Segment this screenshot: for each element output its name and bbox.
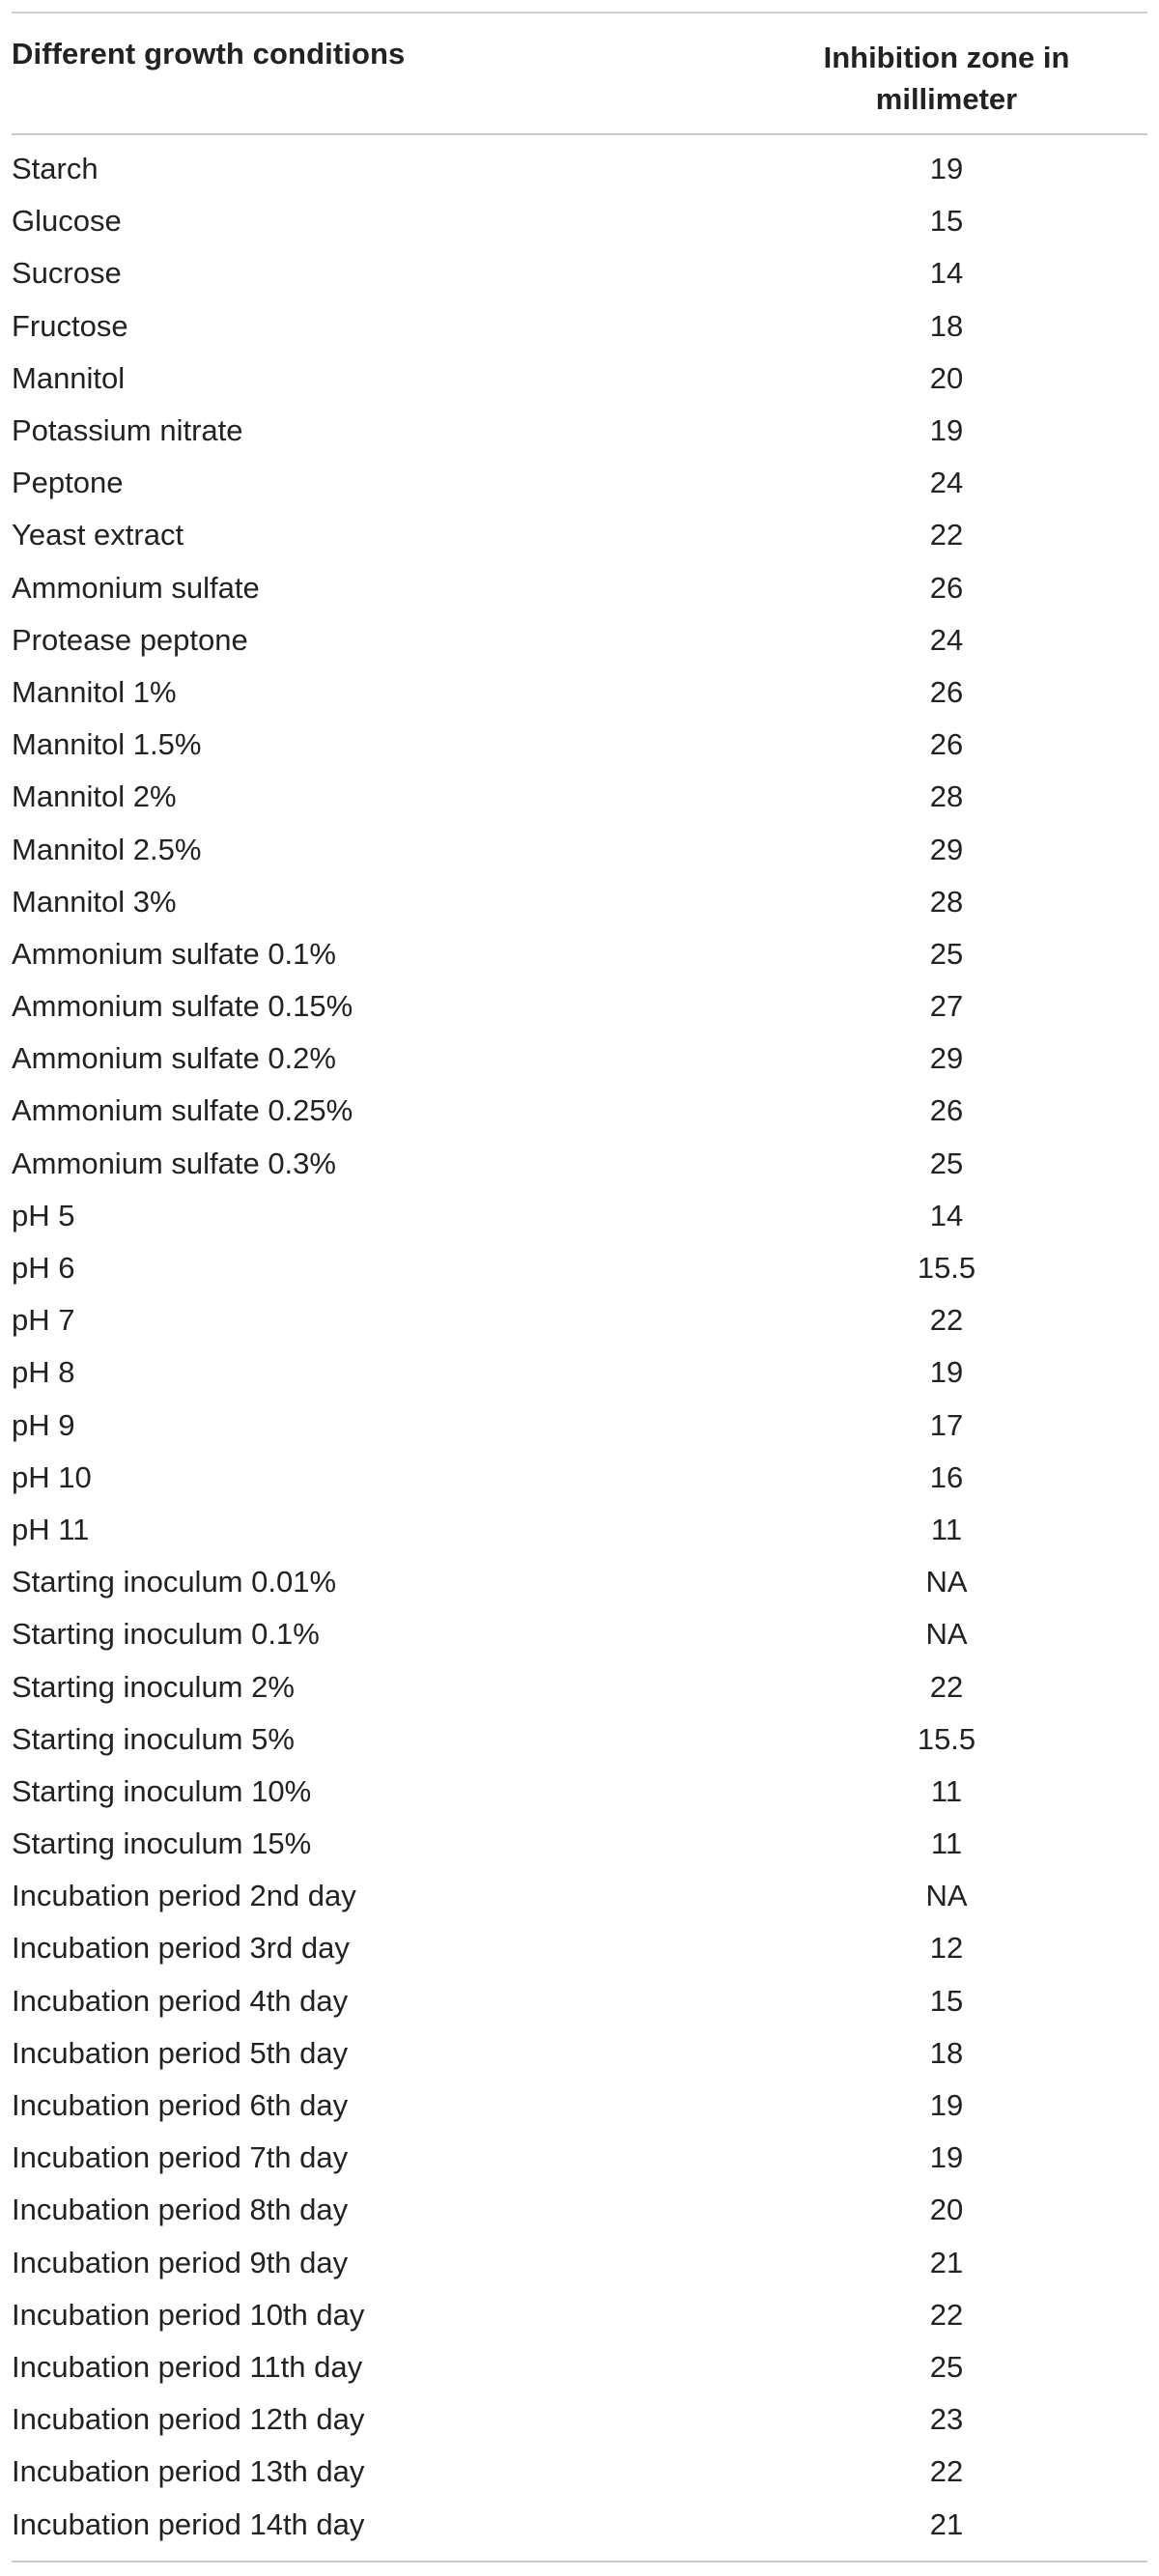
cell-inhibition-zone: 28 [929, 884, 964, 919]
table-row [12, 771, 1147, 823]
cell-growth-condition: Starting inoculum 2% [12, 1669, 295, 1704]
cell-inhibition-zone: 19 [929, 1355, 964, 1390]
cell-inhibition-zone: 16 [929, 1459, 964, 1494]
cell-growth-condition: Incubation period 6th day [12, 2088, 349, 2123]
cell-inhibition-zone: 15 [929, 1983, 964, 2018]
table-row [12, 1452, 1147, 1504]
cell-growth-condition: Ammonium sulfate 0.1% [12, 936, 336, 971]
cell-inhibition-zone: NA [925, 1879, 968, 1913]
cell-inhibition-zone: 17 [929, 1407, 964, 1442]
cell-inhibition-zone: 11 [930, 1826, 963, 1861]
cell-inhibition-zone: 24 [929, 466, 964, 500]
cell-growth-condition: Incubation period 8th day [12, 2193, 349, 2227]
table-row [12, 876, 1147, 928]
cell-growth-condition: Ammonium sulfate 0.15% [12, 989, 353, 1024]
table-row [12, 1766, 1147, 1818]
cell-growth-condition: Protease peptone [12, 622, 248, 657]
cell-growth-condition: Incubation period 9th day [12, 2245, 349, 2279]
table-row [12, 1660, 1147, 1713]
cell-growth-condition: Mannitol 2.5% [12, 832, 202, 866]
cell-inhibition-zone: 26 [929, 570, 964, 605]
cell-growth-condition: Incubation period 13th day [12, 2454, 365, 2489]
table-row [12, 562, 1147, 614]
cell-inhibition-zone: 20 [929, 2193, 964, 2227]
cell-inhibition-zone: 26 [929, 727, 964, 762]
table-row [12, 1190, 1147, 1242]
cell-growth-condition: pH 10 [12, 1459, 92, 1494]
cell-growth-condition: Starting inoculum 10% [12, 1773, 312, 1808]
cell-inhibition-zone: 21 [929, 2245, 964, 2279]
header-inhibition-zone [746, 14, 1147, 133]
table-row [12, 2132, 1147, 2184]
table-row [12, 1608, 1147, 1660]
cell-inhibition-zone: 27 [929, 989, 964, 1024]
table-row [12, 980, 1147, 1033]
cell-growth-condition: Mannitol 2% [12, 779, 177, 814]
table-row [12, 2498, 1147, 2550]
cell-inhibition-zone: 29 [929, 832, 964, 866]
table-row [12, 2237, 1147, 2289]
table-row [12, 2080, 1147, 2132]
cell-growth-condition: Sucrose [12, 256, 122, 291]
table-row [12, 2446, 1147, 2498]
cell-inhibition-zone: 18 [929, 2035, 964, 2070]
cell-growth-condition: pH 9 [12, 1407, 75, 1442]
cell-growth-condition: Mannitol [12, 360, 126, 395]
cell-inhibition-zone: 19 [929, 152, 964, 186]
cell-growth-condition: Starting inoculum 15% [12, 1826, 312, 1861]
cell-inhibition-zone: 11 [930, 1512, 963, 1546]
cell-growth-condition: Ammonium sulfate 0.2% [12, 1041, 336, 1076]
cell-growth-condition: Incubation period 3rd day [12, 1931, 350, 1966]
table-row [12, 719, 1147, 771]
table-row [12, 457, 1147, 509]
cell-inhibition-zone: 11 [930, 1773, 963, 1808]
data-table [12, 12, 1147, 2562]
table-row [12, 509, 1147, 561]
table-row [12, 2027, 1147, 2080]
table-row [12, 195, 1147, 247]
cell-inhibition-zone: 25 [929, 2349, 964, 2384]
cell-inhibition-zone: 21 [929, 2506, 964, 2541]
table-row [12, 405, 1147, 457]
cell-inhibition-zone: 12 [929, 1931, 964, 1966]
table-row [12, 823, 1147, 875]
table-row [12, 2289, 1147, 2341]
table-row [12, 1138, 1147, 1190]
cell-growth-condition: Starting inoculum 0.01% [12, 1565, 337, 1599]
cell-growth-condition: Glucose [12, 204, 122, 239]
table-row [12, 1922, 1147, 1974]
table-row [12, 928, 1147, 980]
cell-inhibition-zone: 14 [929, 256, 964, 291]
cell-inhibition-zone: 15 [929, 204, 964, 239]
header-inhibition-zone-label: Inhibition zone in millimeter [823, 41, 1070, 116]
table-row [12, 2184, 1147, 2236]
cell-inhibition-zone: 19 [929, 2088, 964, 2123]
cell-inhibition-zone: 25 [929, 936, 964, 971]
cell-growth-condition: pH 7 [12, 1303, 75, 1338]
cell-inhibition-zone: 20 [929, 360, 964, 395]
cell-inhibition-zone: 23 [929, 2402, 964, 2437]
table-row [12, 1400, 1147, 1452]
table-row [12, 1556, 1147, 1608]
table-row [12, 247, 1147, 299]
cell-growth-condition: Incubation period 11th day [12, 2349, 363, 2384]
cell-inhibition-zone: 25 [929, 1146, 964, 1180]
cell-growth-condition: Ammonium sulfate [12, 570, 260, 605]
cell-inhibition-zone: 18 [929, 308, 964, 343]
table-row [12, 1713, 1147, 1766]
table-row [12, 1294, 1147, 1346]
table-row [12, 666, 1147, 719]
cell-growth-condition: Mannitol 1.5% [12, 727, 202, 762]
cell-inhibition-zone: 15.5 [917, 1251, 976, 1286]
table-row [12, 1033, 1147, 1085]
cell-growth-condition: Starting inoculum 0.1% [12, 1617, 320, 1652]
table-row [12, 2393, 1147, 2446]
cell-growth-condition: Incubation period 7th day [12, 2140, 349, 2175]
cell-growth-condition: Incubation period 5th day [12, 2035, 349, 2070]
table-row [12, 1346, 1147, 1399]
cell-inhibition-zone: 26 [929, 674, 964, 709]
cell-growth-condition: Starch [12, 152, 99, 186]
cell-growth-condition: pH 5 [12, 1198, 75, 1232]
cell-growth-condition: Peptone [12, 466, 124, 500]
cell-growth-condition: Starting inoculum 5% [12, 1721, 295, 1756]
table-row [12, 353, 1147, 405]
cell-inhibition-zone: NA [925, 1617, 968, 1652]
table-row [12, 1975, 1147, 2027]
table-row [12, 2341, 1147, 2393]
cell-inhibition-zone: 22 [929, 2454, 964, 2489]
cell-inhibition-zone: 19 [929, 413, 964, 448]
table-bottom-rule [12, 2561, 1147, 2562]
cell-growth-condition: Incubation period 12th day [12, 2402, 365, 2437]
cell-inhibition-zone: 19 [929, 2140, 964, 2175]
table-row [12, 1870, 1147, 1922]
table-body [12, 135, 1147, 2561]
cell-growth-condition: Incubation period 4th day [12, 1983, 349, 2018]
cell-growth-condition: pH 6 [12, 1251, 75, 1286]
table-row [12, 1242, 1147, 1294]
cell-inhibition-zone: 28 [929, 779, 964, 814]
cell-growth-condition: pH 8 [12, 1355, 75, 1390]
cell-inhibition-zone: 29 [929, 1041, 964, 1076]
cell-growth-condition: Ammonium sulfate 0.3% [12, 1146, 336, 1180]
cell-inhibition-zone: 22 [929, 1669, 964, 1704]
cell-inhibition-zone: 14 [929, 1198, 964, 1232]
cell-growth-condition: Fructose [12, 308, 128, 343]
cell-growth-condition: Mannitol 3% [12, 884, 177, 919]
table-row [12, 614, 1147, 666]
cell-growth-condition: Incubation period 2nd day [12, 1879, 356, 1913]
cell-inhibition-zone: 26 [929, 1093, 964, 1128]
table-row [12, 143, 1147, 195]
cell-growth-condition: Incubation period 10th day [12, 2297, 365, 2332]
table-row [12, 1504, 1147, 1556]
cell-inhibition-zone: 22 [929, 518, 964, 552]
cell-growth-condition: Yeast extract [12, 518, 184, 552]
cell-growth-condition: pH 11 [12, 1512, 90, 1546]
cell-inhibition-zone: 22 [929, 2297, 964, 2332]
cell-inhibition-zone: 15.5 [917, 1721, 976, 1756]
cell-growth-condition: Ammonium sulfate 0.25% [12, 1093, 353, 1128]
cell-inhibition-zone: 24 [929, 622, 964, 657]
table-row [12, 1085, 1147, 1137]
table-header [12, 14, 1147, 133]
cell-inhibition-zone: 22 [929, 1303, 964, 1338]
cell-inhibition-zone: NA [925, 1565, 968, 1599]
table-row [12, 1818, 1147, 1870]
cell-growth-condition: Potassium nitrate [12, 413, 243, 448]
cell-growth-condition: Mannitol 1% [12, 674, 177, 709]
table-row [12, 300, 1147, 353]
cell-growth-condition: Incubation period 14th day [12, 2506, 365, 2541]
header-growth-conditions: Different growth conditions [12, 37, 406, 71]
